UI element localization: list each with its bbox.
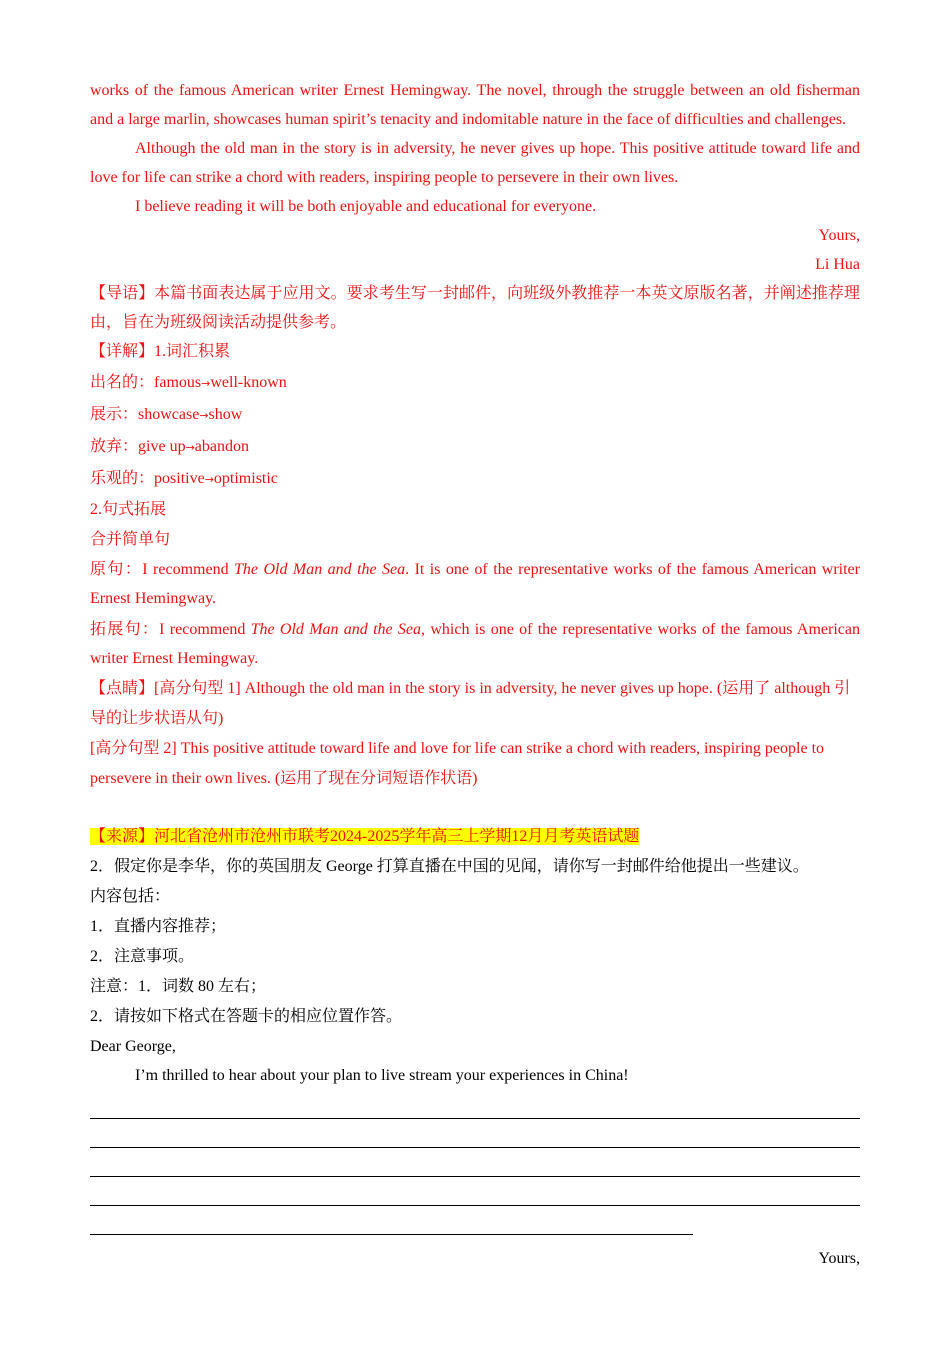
source-highlight <box>90 828 639 845</box>
note-1: 注意：1．词数 80 左右； <box>90 978 267 995</box>
source-text: 河北省沧州市沧州市联考2024-2025学年高三上学期12月月考英语试题 <box>154 828 640 845</box>
section-gap <box>90 794 860 822</box>
vocab-cn: 乐观的： <box>90 470 155 487</box>
source-line <box>90 822 860 852</box>
vocab-heading: 1.词汇积累 <box>154 343 231 360</box>
answer-blank-line[interactable] <box>90 1119 860 1148</box>
daoyu-label: 【导语】 <box>90 285 155 302</box>
answer-paragraph-3: I believe reading it will be both enjoyable and educational for everyone. <box>135 198 597 215</box>
dianjing-item-2: [高分句型 2] This positive attitude toward life and love for life can strike a chord with readers, inspiring people to persevere in their own lives. (运用了现在分词短语作状语) <box>90 740 825 787</box>
vocab-item <box>90 367 860 399</box>
arrow-icon: → <box>201 377 211 390</box>
vocab-item <box>90 431 860 463</box>
arrow-icon: → <box>204 473 214 486</box>
vocab-cn: 放弃： <box>90 438 139 455</box>
sentence-subheading: 合并简单句 <box>90 531 171 548</box>
original-label: 原句： <box>90 561 143 578</box>
answer-blank-line[interactable] <box>90 1206 693 1235</box>
content-label: 内容包括： <box>90 888 171 905</box>
arrow-icon: → <box>185 441 195 454</box>
vocab-item <box>90 399 860 431</box>
vocab-item <box>90 463 860 495</box>
vocab-from: give up <box>138 438 186 455</box>
extended-text: , which is one of the representative works of the famous American writer Ernest Hemingway. <box>90 621 860 667</box>
opening-sentence: I’m thrilled to hear about your plan to live stream your experiences in China! <box>135 1067 629 1084</box>
content-item: 2．注意事项。 <box>90 948 195 965</box>
extended-label: 拓展句： <box>90 621 160 638</box>
book-title: The Old Man and the Sea <box>234 561 406 578</box>
arrow-icon: → <box>199 409 209 422</box>
source-label: 【来源】 <box>90 828 155 845</box>
dianjing-text: [高分句型 1] Although the old man in the story is in adversity, he never gives up hope. (运用了 although 引导的让步状语从句) <box>90 680 851 727</box>
vocab-from: showcase <box>138 406 200 423</box>
answer-blank-line[interactable] <box>90 1090 860 1119</box>
vocab-to: well-known <box>210 374 287 391</box>
daoyu-section <box>90 279 860 337</box>
vocab-cn: 展示： <box>90 406 139 423</box>
daoyu-text: 本篇书面表达属于应用文。要求考生写一封邮件，向班级外教推荐一本英文原版名著，并阐述推荐理由，旨在为班级阅读活动提供参考。 <box>90 285 860 331</box>
note-2: 2．请按如下格式在答题卡的相应位置作答。 <box>90 1008 403 1025</box>
salutation: Dear George, <box>90 1038 176 1055</box>
vocab-cn: 出名的： <box>90 374 155 391</box>
answer-paragraph-2: Although the old man in the story is in adversity, he never gives up hope. This positive attitude toward life and love for life can strike a chord with readers, inspiring people to persevere in their own lives. <box>90 140 860 186</box>
answer-blank-line[interactable] <box>90 1148 860 1177</box>
extended-sentence <box>90 615 860 673</box>
question-prompt: 2．假定你是李华，你的英国朋友 George 打算直播在中国的见闻，请你写一封邮件给他提出一些建议。 <box>90 858 809 875</box>
xiangjie-label: 【详解】 <box>90 343 155 360</box>
original-text: . It is one of the representative works of the famous American writer Ernest Hemingway. <box>90 561 860 607</box>
answer-closing: Yours, <box>818 227 860 244</box>
vocab-to: show <box>208 406 243 423</box>
vocab-from: positive <box>154 470 205 487</box>
vocab-to: abandon <box>194 438 249 455</box>
dianjing-item-1 <box>90 674 860 734</box>
content-item: 1．直播内容推荐； <box>90 918 227 935</box>
answer-paragraph-1-continued: works of the famous American writer Ernest Hemingway. The novel, through the struggle between an old fisherman and a large marlin, showcases human spirit’s tenacity and indomitable nature in the face of difficulties and challenges. <box>90 82 860 128</box>
book-title: The Old Man and the Sea <box>250 621 422 638</box>
original-text: I recommend <box>142 561 235 578</box>
vocab-from: famous <box>154 374 202 391</box>
vocab-to: optimistic <box>213 470 278 487</box>
question-closing: Yours, <box>818 1250 860 1267</box>
original-sentence <box>90 555 860 613</box>
extended-text: I recommend <box>159 621 251 638</box>
answer-blank-line[interactable] <box>90 1177 860 1206</box>
dianjing-label: 【点睛】 <box>90 680 155 697</box>
sentence-heading: 2.句式拓展 <box>90 501 167 518</box>
xiangjie-heading <box>90 337 860 367</box>
answer-signature: Li Hua <box>815 256 860 273</box>
document-page <box>90 76 860 1273</box>
